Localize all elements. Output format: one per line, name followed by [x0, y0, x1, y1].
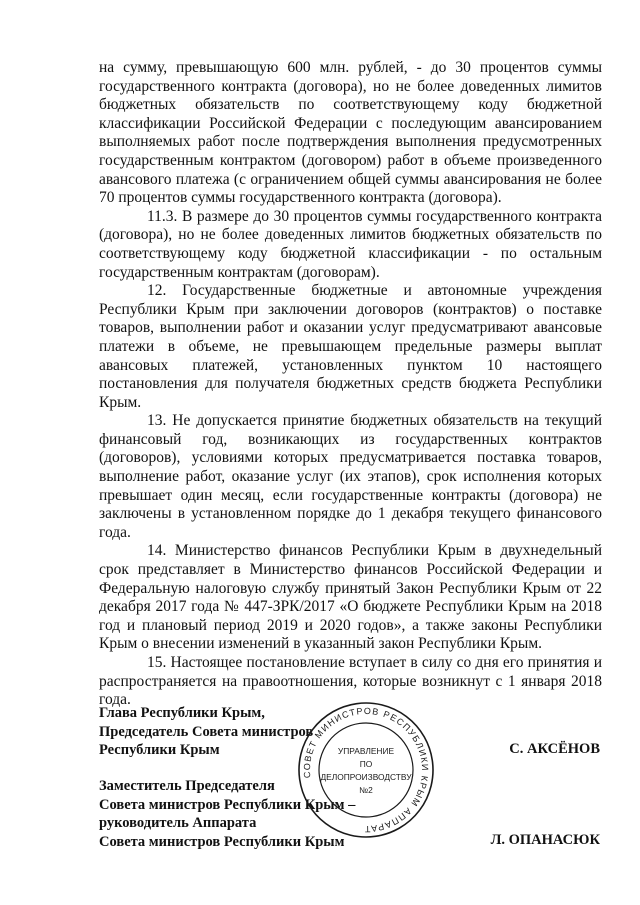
head-title-line-3: Республики Крым [99, 742, 220, 758]
deputy-title-line-3: руководитель Аппарата [99, 815, 257, 831]
head-signature-title [99, 704, 313, 760]
deputy-title-line-4: Совета министров Республики Крым [99, 833, 345, 850]
paragraph-11-2-continuation: на сумму, превышающую 600 млн. рублей, - до 30 процентов суммы государственного контракта (договора), но не более доведенных лимитов бюджетных обязательств по соответствующему коду бюджетной классификации Российской Федерации с последующим авансированием выполняемых работ после подтверждения выполнения предусмотренных государственным контрактом (договором) работ в объеме произведенного авансового платежа (с ограничением общей суммы авансирования не более 70 процентов суммы государственного контракта (договора). [99, 59, 602, 207]
stamp-line-4: №2 [359, 785, 373, 795]
stamp-line-1: УПРАВЛЕНИЕ [337, 746, 395, 756]
paragraph-14: 14. Министерство финансов Республики Крым в двухнедельный срок представляет в Министерство финансов Российской Федерации и Федеральную налоговую службу принятый Закон Республики Крым от 22 декабря 2017 года № 447-ЗРК/2017 «О бюджете Республики Крым на 2018 год и плановый период 2019 и 2020 годов», а также законы Республики Крым о внесении изменений в указанный закон Республики Крым. [99, 542, 602, 653]
paragraph-11-3: 11.3. В размере до 30 процентов суммы государственного контракта (договора), но не более доведенных лимитов бюджетных обязательств по соответствующему коду бюджетной классификации - по остальным государственным контрактам (договорам). [99, 207, 602, 281]
paragraph-13: 13. Не допускается принятие бюджетных обязательств на текущий финансовый год, возникающих из государственных контрактов (договоров), условиями которых предусматривается поставка товаров, выполнение работ, оказание услуг (их этапов), срок исполнения которых превышает один месяц, если государственные контракты (договора) не заключены в установленном порядке до 1 декабря текущего финансового года. [99, 412, 602, 541]
head-title-line-1: Глава Республики Крым, [99, 705, 265, 721]
stamp-ring-text: СОВЕТ МИНИСТРОВ РЕСПУБЛИКИ КРЫМ АППАРАТ [301, 705, 431, 835]
stamp-line-2: ПО [359, 759, 373, 769]
document-body [99, 59, 602, 710]
stamp-line-3: ДЕЛОПРОИЗВОДСТВУ [320, 772, 412, 782]
svg-text:СОВЕТ МИНИСТРОВ РЕСПУБЛИКИ КРЫ [296, 700, 436, 840]
paragraph-12: 12. Государственные бюджетные и автономные учреждения Республики Крым при заключении договоров (контрактов) о поставке товаров, выполнении работ и оказании услуг предусматривают авансовые платежи в объеме, не превышающем предельные размеры выплат авансовых платежей, установленных пунктом 10 настоящего постановления для получателя бюджетных средств бюджета Республики Крым. [99, 282, 602, 411]
deputy-title-line-2: Совета министров Республики Крым – [99, 796, 356, 813]
official-stamp [296, 700, 436, 840]
deputy-signatory-name: Л. ОПАНАСЮК [490, 832, 600, 848]
paragraph-15: 15. Настоящее постановление вступает в силу со дня его принятия и распространяется на правоотношения, которые возникнут с 1 января 2018 года. [99, 654, 602, 709]
head-signatory-name: С. АКСЁНОВ [509, 741, 600, 757]
deputy-title-line-1: Заместитель Председателя [99, 778, 275, 794]
head-title-line-2: Председатель Совета министров [99, 723, 314, 740]
